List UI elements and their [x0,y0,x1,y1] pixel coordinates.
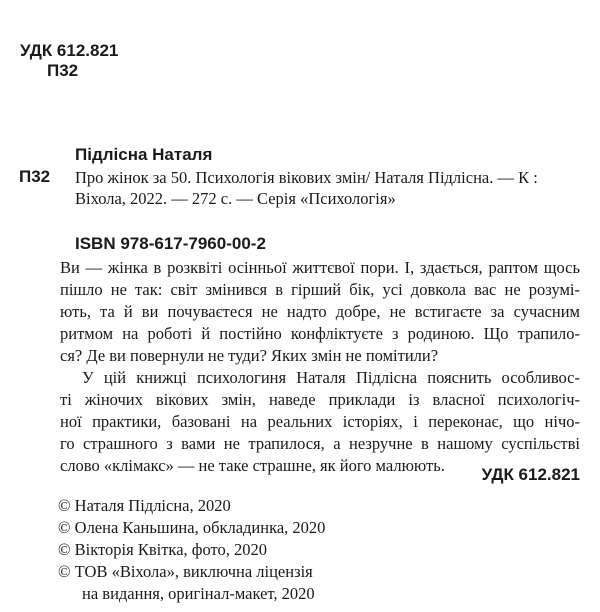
author-name: Підлісна Наталя [75,145,213,164]
copyright-line: © Вікторія Квітка, фото, 2020 [58,540,267,559]
udk-code-right: УДК 612.821 [481,465,580,484]
author-mark-top: П32 [47,61,79,80]
annotation-line: ють, та й ви почуваєтеся не надто добре, не встигаєте за сучасним [60,302,580,321]
annotation-line: ті жіночих вікових змін, наведе приклади із власної психологіч- [60,390,580,409]
annotation-line: пішло не так: світ змінився в гірший бік, усі довкола вас не розумі- [60,280,580,299]
author-mark-margin: П32 [19,167,51,186]
copyright-line: © Наталя Підлісна, 2020 [58,496,231,515]
annotation-line: У цій книжці психологиня Наталя Підлісна пояснить особливос- [82,368,580,387]
annotation-line: ся? Де ви повернули не туди? Яких змін не помітили? [60,346,439,365]
copyright-block [58,495,325,605]
copyright-line: на видання, оригінал-макет, 2020 [82,584,315,603]
isbn: ISBN 978-617-7960-00-2 [75,234,266,253]
biblio-line-2: Віхола, 2022. — 272 с. — Серія «Психологія» [75,189,396,208]
annotation [60,257,580,477]
udk-code-top: УДК 612.821 [20,41,119,60]
annotation-line: ритмом на роботі й постійно конфліктуєте з родиною. Що трапило- [60,324,580,343]
copyright-line: © Олена Каньшина, обкладинка, 2020 [58,518,326,537]
annotation-line: слово «клімакс» — не таке страшне, як його малюють. [60,456,445,475]
annotation-line: го страшного з вами не трапилося, а незручне в нашому суспільстві [60,434,580,453]
annotation-line: Ви — жінка в розквіті осінньої життєвої пори. І, здається, раптом щось [60,258,580,277]
biblio-line-1: Про жінок за 50. Психологія вікових змін/ Наталя Підлісна. — К : [75,168,538,187]
copyright-line: © ТОВ «Віхола», виключна ліцензія [58,562,313,581]
annotation-line: ної практики, базовані на реальних історіях, і переконає, що нічо- [60,412,580,431]
bibliographic-description [75,167,538,209]
